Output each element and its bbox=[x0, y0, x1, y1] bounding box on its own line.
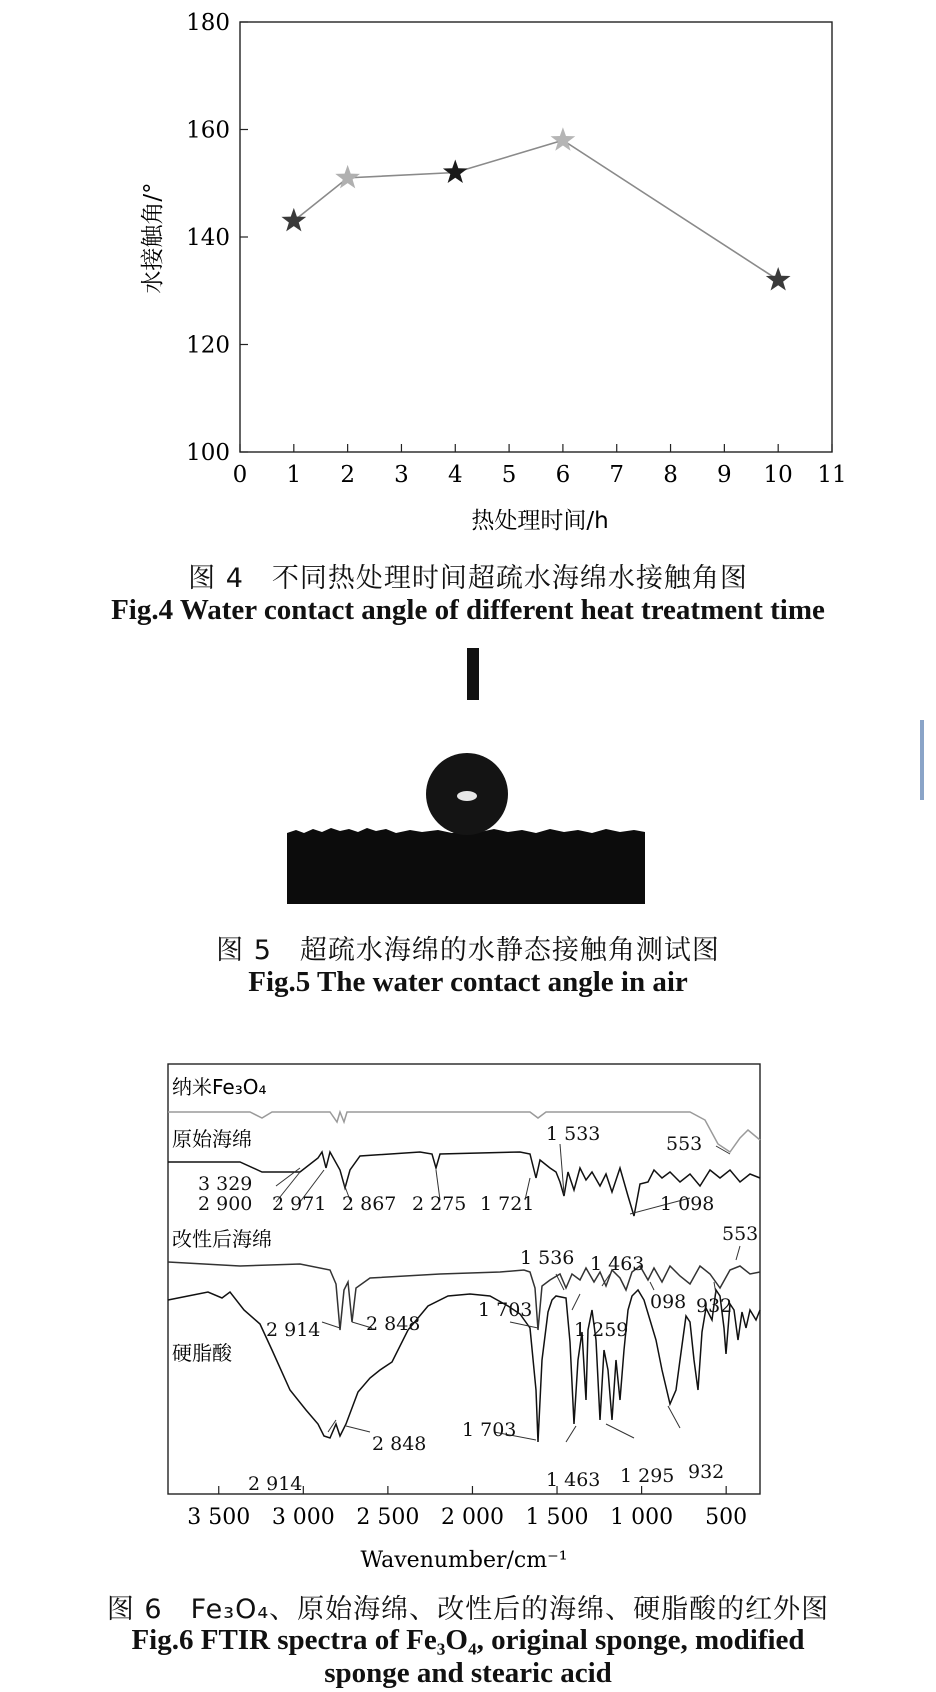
x-axis-label: 热处理时间/h bbox=[471, 508, 609, 534]
peak-label: 1 259 bbox=[574, 1319, 629, 1341]
x-tick-label: 3 500 bbox=[187, 1505, 251, 1530]
peak-label: 1 295 bbox=[620, 1465, 675, 1487]
sponge-surface bbox=[287, 828, 645, 904]
peak-label: 1 463 bbox=[546, 1469, 601, 1491]
peak-label: 098 bbox=[650, 1291, 687, 1313]
peak-label: 2 971 bbox=[272, 1193, 327, 1215]
data-points bbox=[281, 127, 790, 290]
star-marker bbox=[766, 267, 791, 291]
peak-label: 1 463 bbox=[590, 1253, 645, 1275]
x-tick-label: 7 bbox=[609, 462, 625, 488]
figure5-caption-cn: 图 5 超疏水海绵的水静态接触角测试图 bbox=[216, 935, 720, 966]
ftir-chart bbox=[0, 1060, 936, 1580]
figure6-caption-cn: 图 6 Fe₃O₄、原始海绵、改性后的海绵、硬脂酸的红外图 bbox=[106, 1594, 830, 1625]
figure6-caption-en-line2: sponge and stearic acid bbox=[324, 1657, 612, 1689]
x-tick-label: 2 000 bbox=[440, 1505, 504, 1530]
star-marker bbox=[443, 160, 468, 184]
plot-frame bbox=[240, 22, 832, 452]
peak-label: 3 329 bbox=[198, 1173, 253, 1195]
x-tick-label: 8 bbox=[663, 462, 678, 488]
y-axis-ticks bbox=[186, 10, 248, 466]
droplet-photo bbox=[0, 640, 936, 910]
star-marker bbox=[551, 127, 576, 151]
star-marker bbox=[281, 208, 306, 232]
edge-artifact bbox=[920, 720, 924, 800]
syringe-needle bbox=[467, 648, 479, 700]
peak-labels bbox=[198, 1123, 758, 1495]
x-tick-label: 3 000 bbox=[271, 1505, 335, 1530]
figure5-caption-en: Fig.5 The water contact angle in air bbox=[248, 966, 688, 998]
y-tick-label: 180 bbox=[186, 10, 230, 36]
peak-label: 932 bbox=[688, 1461, 725, 1483]
contact-angle-chart bbox=[0, 0, 936, 540]
y-tick-label: 140 bbox=[186, 225, 230, 251]
peak-label: 1 703 bbox=[478, 1299, 533, 1321]
x-tick-label: 11 bbox=[817, 462, 847, 488]
peak-label: 2 914 bbox=[266, 1319, 321, 1341]
x-tick-label: 1 500 bbox=[525, 1505, 589, 1530]
x-tick-label: 4 bbox=[447, 462, 463, 488]
peak-label: 553 bbox=[722, 1223, 759, 1245]
x-tick-label: 5 bbox=[501, 462, 517, 488]
x-tick-label: 2 bbox=[340, 462, 355, 488]
peak-label: 1 533 bbox=[546, 1123, 601, 1145]
peak-label: 553 bbox=[666, 1133, 703, 1155]
x-tick-label: 6 bbox=[555, 462, 571, 488]
peak-label: 1 721 bbox=[480, 1193, 535, 1215]
peak-label: 2 867 bbox=[342, 1193, 397, 1215]
peak-label: 2 914 bbox=[248, 1473, 303, 1495]
y-tick-label: 120 bbox=[186, 332, 230, 359]
x-tick-label: 0 bbox=[232, 462, 248, 488]
peak-label: 1 098 bbox=[660, 1193, 715, 1215]
x-tick-label: 500 bbox=[705, 1505, 748, 1530]
series-label-stearic-acid: 硬脂酸 bbox=[172, 1341, 232, 1365]
x-axis-ticks bbox=[233, 444, 847, 488]
peak-label: 1 703 bbox=[462, 1419, 517, 1441]
x-tick-label: 1 000 bbox=[610, 1505, 674, 1530]
peak-label: 1 536 bbox=[520, 1247, 575, 1269]
x-axis-label: Wavenumber/cm⁻¹ bbox=[360, 1548, 568, 1573]
series-label-fe3o4: 纳米Fe₃O₄ bbox=[172, 1075, 267, 1099]
figure6-caption-en-line1: Fig.6 FTIR spectra of Fe₃O₄, original sponge, modified bbox=[131, 1624, 805, 1656]
y-tick-label: 160 bbox=[186, 117, 230, 144]
x-tick-label: 3 bbox=[394, 462, 409, 488]
x-tick-label: 1 bbox=[286, 462, 302, 488]
x-tick-label: 9 bbox=[717, 462, 732, 488]
figure4-caption-en: Fig.4 Water contact angle of different heat treatment time bbox=[111, 594, 825, 626]
peak-label: 2 848 bbox=[366, 1313, 421, 1335]
figure4-caption-cn: 图 4 不同热处理时间超疏水海绵水接触角图 bbox=[188, 563, 748, 594]
x-tick-label: 10 bbox=[763, 462, 793, 488]
peak-label: 2 848 bbox=[372, 1433, 427, 1455]
y-axis-label: 水接触角/° bbox=[140, 182, 166, 294]
droplet-highlight bbox=[457, 791, 477, 801]
y-tick-label: 100 bbox=[186, 440, 230, 466]
series-line bbox=[294, 140, 778, 280]
peak-label: 2 275 bbox=[412, 1193, 467, 1215]
peak-label: 2 900 bbox=[198, 1193, 253, 1215]
peak-label: 932 bbox=[696, 1295, 733, 1317]
series-label-original-sponge: 原始海绵 bbox=[172, 1127, 252, 1151]
x-tick-label: 2 500 bbox=[356, 1505, 420, 1530]
series-label-modified-sponge: 改性后海绵 bbox=[172, 1227, 272, 1251]
